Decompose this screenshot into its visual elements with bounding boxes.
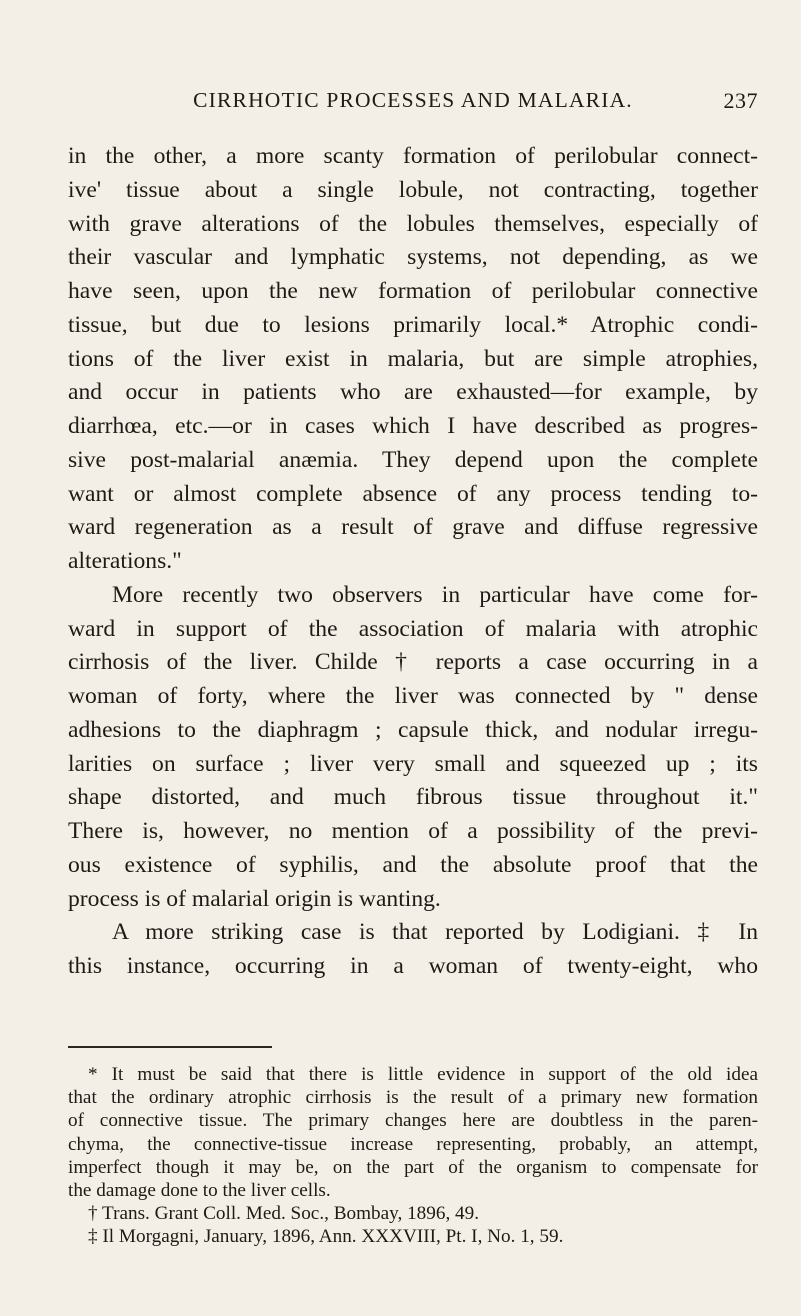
text-line: tions of the liver exist in malaria, but are simple atrophies, [68,345,758,372]
text-line: ous existence of syphilis, and the absolute proof that the [68,851,758,878]
text-line: and occur in patients who are exhausted—for example, by [68,379,758,406]
footnote-star [68,1063,758,1202]
text-line: More recently two observers in particular have come for- [112,581,758,608]
footnote-dagger: † Trans. Grant Coll. Med. Soc., Bombay, 1896, 49. [88,1203,480,1225]
paragraph-1 [68,140,758,579]
paragraph-2 [68,579,758,917]
text-line: process is of malarial origin is wanting. [68,885,441,912]
text-line: shape distorted, and much fibrous tissue throughout it." [68,784,758,811]
text-line: tissue, but due to lesions primarily local.* Atrophic condi- [68,311,758,338]
text-line: There is, however, no mention of a possibility of the previ- [68,818,758,844]
text-line: woman of forty, where the liver was connected by " dense [68,683,758,709]
text-line: alterations." [68,548,182,574]
footnotes [68,1063,758,1249]
footnote-rule [68,1046,272,1048]
text-line: ward in support of the association of malaria with atrophic [68,615,758,642]
footnote-double-dagger: ‡ Il Morgagni, January, 1896, Ann. XXXVIII, Pt. I, No. 1, 59. [88,1226,564,1248]
text-line: larities on surface ; liver very small and squeezed up ; its [68,750,758,777]
footnote-line: of connective tissue. The primary changes here are doubtless in the paren- [68,1110,758,1132]
footnote-line: imperfect though it may be, on the part of the organism to compensate for [68,1156,758,1178]
paragraph-3 [68,916,758,984]
body-text [68,140,758,984]
text-line: sive post-malarial anæmia. They depend upon the complete [68,446,758,473]
text-line: cirrhosis of the liver. Childe † reports a case occurring in a [68,649,758,676]
text-line: ive' tissue about a single lobule, not contracting, together [68,176,758,203]
text-line: with grave alterations of the lobules themselves, especially of [68,210,758,237]
text-line: their vascular and lymphatic systems, not depending, as we [68,244,758,271]
text-line: A more striking case is that reported by Lodigiani. ‡ In [112,919,758,946]
footnote-line: that the ordinary atrophic cirrhosis is the result of a primary new formation [68,1087,758,1109]
running-head: CIRRHOTIC PROCESSES AND MALARIA. [193,88,633,112]
text-line: have seen, upon the new formation of perilobular connective [68,278,758,304]
page-header [68,88,758,122]
text-line: this instance, occurring in a woman of twenty-eight, who [68,953,758,979]
footnote-line: the damage done to the liver cells. [68,1179,331,1201]
text-line: ward regeneration as a result of grave and diffuse regressive [68,514,758,541]
text-line: want or almost complete absence of any process tending to- [68,480,758,507]
footnote-line: chyma, the connective-tissue increase representing, probably, an attempt, [68,1133,758,1155]
text-line: adhesions to the diaphragm ; capsule thick, and nodular irregu- [68,716,758,743]
text-line: in the other, a more scanty formation of perilobular connect- [68,143,758,169]
footnote-line: * It must be said that there is little evidence in support of the old idea [88,1064,758,1085]
page-number: 237 [723,88,758,113]
text-line: diarrhœa, etc.—or in cases which I have described as progres- [68,413,758,439]
